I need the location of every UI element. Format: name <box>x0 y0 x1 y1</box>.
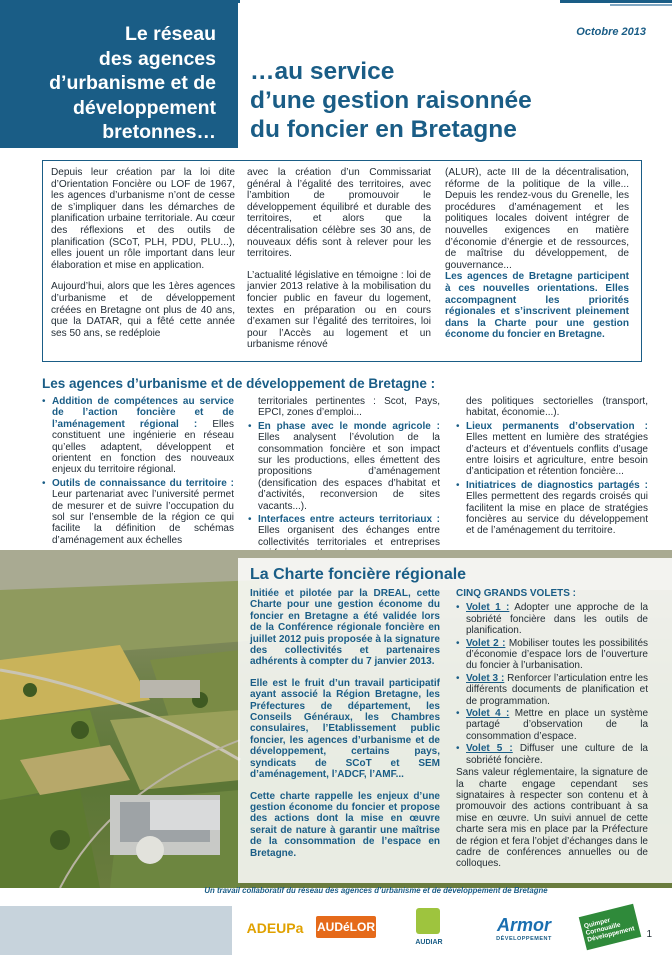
quimper-logo: Quimper Cornouaille Développement <box>579 904 642 951</box>
intro-paragraph: (ALUR), acte III de la décentralisation, réforme de la politique de la ville... Depuis les rendez-vous du Grenelle, les procédures d’aménagement et les politiques locales doivent intégrer de nouvelles exigences en matière d’économie d’énergie et de ressources, de maîtrise du développement, de gouvernance... <box>445 167 629 271</box>
volet-text: Adopter une approche de la sobriété foncière dans les outils de planification. <box>466 602 648 637</box>
volet-item <box>456 743 648 766</box>
charter-closing: Sans valeur réglementaire, la signature de la charte engage cependant ses signataires à respecter son contenu et à promouvoir des actions contribuant à sa mise en œuvre. Un suivi annuel de cette charte sera mis en place par la Préfecture de région et fera l’objet d’échanges dans le cadre de conférences annuelles ou de colloques. <box>456 767 648 870</box>
volet-text: Renforcer l’articulation entre les différents documents de planification et de programmation. <box>466 672 649 707</box>
volet-text: Mettre en place un système partagé d’observation de la consommation d’espace. <box>466 708 649 742</box>
intro-highlight: Les agences de Bretagne participent à ces nouvelles orientations. Elles accompagnent les priorités régionales et s’inscrivent pleinement dans la Charte pour une gestion économe du foncier en Bretagne. <box>445 271 629 341</box>
charter-paragraph: Initiée et pilotée par la DREAL, cette Charte pour une gestion économe du foncier en Bretagne a été validée lors de la Conférence régionale foncière en juillet 2012 puis proposée à la signature des collectivités et partenaires adhérents à compter du 7 janvier 2013. <box>250 588 440 668</box>
adeupa-logo-text: ADEUPa <box>246 920 304 936</box>
item-heading: Interfaces entre acteurs territoriaux : <box>258 514 440 526</box>
list-item <box>42 478 234 546</box>
volet-label: Volet 1 : <box>466 602 510 614</box>
volet-text: Mobiliser toutes les possibilités d’économie d’espace lors de l’ouverture du foncier à l’urbanisation. <box>466 637 649 672</box>
intro-paragraph: avec la création d’un Commissariat général à l’égalité des territoires, avec l’ambition de promouvoir le développement équilibré et durable des territoires, et alors que la décentralisation célèbre ses 30 ans, de nouveaux défis sont à relever pour les territoires. <box>247 167 431 260</box>
intro-column-1 <box>51 167 235 349</box>
charter-section-title: La Charte foncière régionale <box>250 566 467 583</box>
volet-label: Volet 2 : <box>466 637 506 649</box>
item-continuation: territoriales pertinentes : Scot, Pays, EPCI, zones d’emploi... <box>258 396 440 419</box>
intro-paragraph: Depuis leur création par la loi dite d’Orientation Foncière ou LOF de 1967, les agences d’urbanisme n’ont de cesse de s’impliquer dans les démarches de planification urbaine territoriale. Au cœur des réflexions et des outils de planification (SCoT, PLH, PDU, PLU...), elles jouent un rôle important dans leur élaboration et mise en application. <box>51 167 235 271</box>
item-text: Elles permettent des regards croisés qui facilitent la mise en place de stratégies foncières au service du développement et de l’aménagement du territoire. <box>466 491 648 537</box>
header-box <box>0 0 238 148</box>
adeupa-logo <box>244 910 306 946</box>
armor-logo <box>484 910 564 946</box>
page-title: …au service d’une gestion raisonnée du foncier en Bretagne <box>250 58 532 143</box>
audiar-logo: AUDIAR <box>415 939 443 946</box>
page-number: 1 <box>646 929 652 940</box>
charter-column-2 <box>456 588 648 870</box>
charter-paragraph: Cette charte rappelle les enjeux d’une gestion économe du foncier et propose des actions dont la mise en œuvre serait de nature à garantir une maîtrise de la consommation de l’espace en Bretagne. <box>250 790 440 859</box>
list-item <box>248 421 440 512</box>
intro-column-2 <box>247 167 431 361</box>
charter-paragraph: Elle est le fruit d’un travail participatif ayant associé la Région Bretagne, les Préfectures de département, les Conseils Généraux, les Chambres consulaires, l’Etablissement public foncier, les agences d’urbanisme et de développement, certains pays, syndicats de SCoT et SEM d’aménagement, l’ADCF, l’AMF... <box>250 677 440 781</box>
armor-logo-subtext: DÉVELOPPEMENT <box>496 935 552 942</box>
volet-item <box>456 638 648 672</box>
item-text: Leur partenariat avec l’université permet de mesurer et de suivre l’occupation du sol sur l’ensemble de la région ce qui facilite la définition de schémas d’aménagement aux échelles <box>52 489 234 546</box>
item-heading: Lieux permanents d’observation : <box>466 420 648 432</box>
volet-text: Diffuser une culture de la sobriété foncière. <box>466 743 648 766</box>
agences-section-title: Les agences d’urbanisme et de développement de Bretagne : <box>42 376 436 391</box>
item-text: Elles constituent une ingénierie en réseau qu’elles adaptent, développent et orientent en fonction des nouveaux enjeux du territoire régional. <box>52 418 234 476</box>
agences-column-3 <box>456 396 648 539</box>
top-rule-right-thin <box>610 4 672 6</box>
volet-label: Volet 3 : <box>466 672 505 684</box>
list-item <box>456 480 648 537</box>
agences-column-2 <box>248 396 440 562</box>
top-rule-right <box>560 0 672 3</box>
list-item <box>456 421 648 478</box>
audelor-logo: AUDéLOR <box>316 916 376 938</box>
item-heading: En phase avec le monde agricole : <box>258 420 440 432</box>
item-heading: Addition de compétences au service de l’action foncière et de l’aménagement régional : <box>52 396 234 430</box>
volet-item <box>456 602 648 636</box>
volets-heading: CINQ GRANDS VOLETS : <box>456 588 577 599</box>
charter-column-1 <box>250 588 440 869</box>
volet-label: Volet 4 : <box>466 708 510 720</box>
footer-side-block <box>0 906 232 955</box>
armor-logo-text: Armor <box>496 914 551 935</box>
intro-paragraph: L’actualité législative en témoigne : loi de janvier 2013 relative à la mobilisation du foncier public en faveur du logement, textes en préparation ou en cours d’examen sur l’égalité des territoires, loi pour l’Accès au logement et un urbanisme rénové <box>247 269 431 351</box>
item-heading: Initiatrices de diagnostics partagés : <box>466 479 648 491</box>
item-heading: Outils de connaissance du territoire : <box>52 477 234 489</box>
item-continuation: des politiques sectorielles (transport, habitat, économie...). <box>466 396 648 419</box>
header-kicker: Le réseau des agences d’urbanisme et de développement bretonnes… <box>49 23 216 143</box>
footer-credit: Un travail collaboratif du réseau des agences d’urbanisme et de développement de Bretagne <box>204 886 548 895</box>
volet-item <box>456 708 648 742</box>
list-item <box>42 396 234 476</box>
item-text: Elles mettent en lumière des stratégies d’acteurs et d’éventuels conflits d’usage entre loisirs et agriculture, entre besoin d’anticipation et rétention foncière... <box>466 432 648 478</box>
item-text: Elles analysent l’évolution de la consommation foncière et son impact sur les productions, elles émettent des propositions d’aménagement (densification des espaces d’habitat et d’activités, reconversion de sites vacants...). <box>258 432 440 512</box>
intro-box <box>42 160 642 362</box>
intro-column-3 <box>445 167 629 351</box>
item-text: Elles organisent des échanges entre collectivités territoriales et entreprises <box>258 525 440 548</box>
publication-date: Octobre 2013 <box>576 26 646 38</box>
volet-item <box>456 673 648 707</box>
volet-label: Volet 5 : <box>466 743 513 755</box>
agences-column-1 <box>42 396 234 548</box>
intro-paragraph: Aujourd’hui, alors que les 1ères agences d’urbanisme et de développement créées en Bretagne ont plus de 40 ans, que la DATAR, qui a fêté cette année ses 50 ans, se redéploie <box>51 281 235 339</box>
